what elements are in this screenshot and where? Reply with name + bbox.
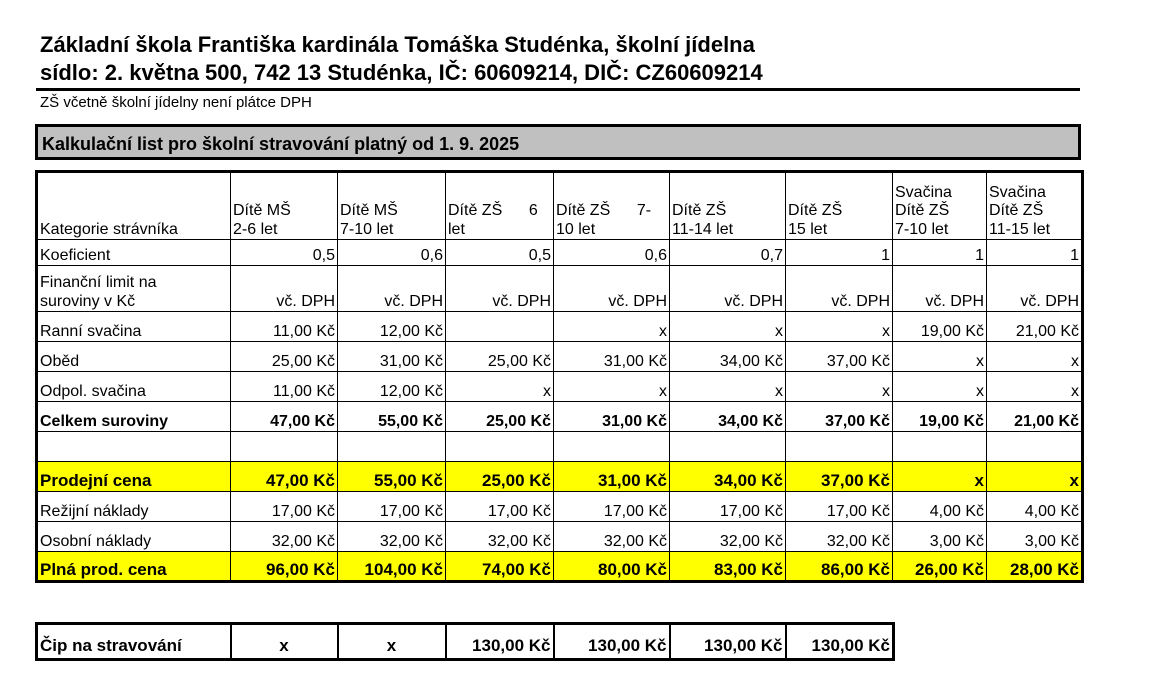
row-label: Koeficient xyxy=(37,240,231,266)
value-cell: 19,00 Kč xyxy=(893,402,987,432)
calculation-title-bar xyxy=(35,124,1081,160)
value-cell: 26,00 Kč xyxy=(893,552,987,582)
column-header: Dítě ZŠ 15 let xyxy=(786,172,893,240)
header-divider xyxy=(36,88,1080,91)
value-cell: 12,00 Kč xyxy=(338,372,446,402)
chip-value: x xyxy=(231,624,338,660)
school-address-heading: sídlo: 2. května 500, 742 13 Studénka, IČ: 60609214, DIČ: CZ60609214 xyxy=(40,60,763,85)
column-header: Dítě MŠ 2-6 let xyxy=(231,172,338,240)
value-cell: x xyxy=(554,372,670,402)
value-cell: 31,00 Kč xyxy=(554,342,670,372)
calculation-title: Kalkulační list pro školní stravování platný od 1. 9. 2025 xyxy=(42,134,520,154)
value-cell: 28,00 Kč xyxy=(987,552,1083,582)
value-cell: 104,00 Kč xyxy=(338,552,446,582)
koeficient-row xyxy=(37,240,1083,266)
chip-value: 130,00 Kč xyxy=(670,624,786,660)
value-cell: 34,00 Kč xyxy=(670,402,786,432)
value-cell: 34,00 Kč xyxy=(670,462,786,492)
value-cell: 31,00 Kč xyxy=(554,462,670,492)
value-cell: 0,6 xyxy=(554,240,670,266)
value-cell: x xyxy=(987,462,1083,492)
value-cell: vč. DPH xyxy=(893,266,987,312)
value-cell: 32,00 Kč xyxy=(338,522,446,552)
value-cell: 25,00 Kč xyxy=(231,342,338,372)
value-cell: 1 xyxy=(786,240,893,266)
value-cell: x xyxy=(893,462,987,492)
obed-row xyxy=(37,342,1083,372)
value-cell: 17,00 Kč xyxy=(554,492,670,522)
value-cell: 4,00 Kč xyxy=(893,492,987,522)
value-cell: vč. DPH xyxy=(786,266,893,312)
value-cell: x xyxy=(987,342,1083,372)
empty-cell xyxy=(987,432,1083,462)
column-header: Dítě MŠ 7-10 let xyxy=(338,172,446,240)
chip-table xyxy=(35,622,895,661)
value-cell: 31,00 Kč xyxy=(554,402,670,432)
value-cell: 0,5 xyxy=(231,240,338,266)
value-cell: 17,00 Kč xyxy=(446,492,554,522)
value-cell: 47,00 Kč xyxy=(231,462,338,492)
value-cell: x xyxy=(893,342,987,372)
value-cell: x xyxy=(893,372,987,402)
value-cell: x xyxy=(786,372,893,402)
empty-cell xyxy=(446,432,554,462)
row-label: Plná prod. cena xyxy=(37,552,231,582)
value-cell: 55,00 Kč xyxy=(338,462,446,492)
value-cell: vč. DPH xyxy=(338,266,446,312)
value-cell: 0,5 xyxy=(446,240,554,266)
empty-cell xyxy=(37,432,231,462)
chip-value: x xyxy=(338,624,446,660)
prodejni-cena-row xyxy=(37,462,1083,492)
row-label: Celkem suroviny xyxy=(37,402,231,432)
value-cell: 80,00 Kč xyxy=(554,552,670,582)
value-cell: 17,00 Kč xyxy=(670,492,786,522)
value-cell: 0,7 xyxy=(670,240,786,266)
value-cell: 37,00 Kč xyxy=(786,462,893,492)
rezijni-naklady-row xyxy=(37,492,1083,522)
chip-row xyxy=(37,624,894,660)
value-cell: 83,00 Kč xyxy=(670,552,786,582)
column-header: Dítě ZŠ 11-14 let xyxy=(670,172,786,240)
value-cell: 47,00 Kč xyxy=(231,402,338,432)
chip-value: 130,00 Kč xyxy=(786,624,894,660)
row-label: Finanční limit na suroviny v Kč xyxy=(37,266,231,312)
celkem-suroviny-row xyxy=(37,402,1083,432)
ranni-svacina-row xyxy=(37,312,1083,342)
row-label: Prodejní cena xyxy=(37,462,231,492)
category-header: Kategorie strávníka xyxy=(37,172,231,240)
value-cell: 25,00 Kč xyxy=(446,342,554,372)
value-cell: vč. DPH xyxy=(231,266,338,312)
chip-value: 130,00 Kč xyxy=(446,624,554,660)
value-cell: 25,00 Kč xyxy=(446,402,554,432)
empty-row xyxy=(37,432,1083,462)
value-cell: 0,6 xyxy=(338,240,446,266)
value-cell: 37,00 Kč xyxy=(786,342,893,372)
value-cell: 25,00 Kč xyxy=(446,462,554,492)
empty-cell xyxy=(554,432,670,462)
osobni-naklady-row xyxy=(37,522,1083,552)
column-header: Dítě ZŠ 7- 10 let xyxy=(554,172,670,240)
value-cell: 1 xyxy=(987,240,1083,266)
value-cell: 55,00 Kč xyxy=(338,402,446,432)
vat-note: ZŠ včetně školní jídelny není plátce DPH xyxy=(40,94,312,111)
value-cell: 11,00 Kč xyxy=(231,312,338,342)
value-cell: 96,00 Kč xyxy=(231,552,338,582)
row-label: Odpol. svačina xyxy=(37,372,231,402)
column-header: Svačina Dítě ZŠ 11-15 let xyxy=(987,172,1083,240)
row-label: Oběd xyxy=(37,342,231,372)
empty-cell xyxy=(670,432,786,462)
value-cell: 17,00 Kč xyxy=(338,492,446,522)
value-cell: 4,00 Kč xyxy=(987,492,1083,522)
category-header-row xyxy=(37,172,1083,240)
value-cell: 21,00 Kč xyxy=(987,402,1083,432)
value-cell: x xyxy=(786,312,893,342)
value-cell: 3,00 Kč xyxy=(987,522,1083,552)
value-cell: 74,00 Kč xyxy=(446,552,554,582)
value-cell: 32,00 Kč xyxy=(446,522,554,552)
row-label: Režijní náklady xyxy=(37,492,231,522)
plna-prod-cena-row xyxy=(37,552,1083,582)
value-cell: 1 xyxy=(893,240,987,266)
value-cell: x xyxy=(446,372,554,402)
value-cell: 12,00 Kč xyxy=(338,312,446,342)
chip-value: 130,00 Kč xyxy=(554,624,670,660)
value-cell: x xyxy=(554,312,670,342)
value-cell: 32,00 Kč xyxy=(670,522,786,552)
chip-label: Čip na stravování xyxy=(37,624,231,660)
value-cell: 17,00 Kč xyxy=(786,492,893,522)
value-cell: 11,00 Kč xyxy=(231,372,338,402)
value-cell xyxy=(446,312,554,342)
value-cell: 3,00 Kč xyxy=(893,522,987,552)
calculation-table xyxy=(35,170,1084,583)
financni-limit-row xyxy=(37,266,1083,312)
empty-cell xyxy=(893,432,987,462)
value-cell: vč. DPH xyxy=(554,266,670,312)
empty-cell xyxy=(231,432,338,462)
school-name-heading: Základní škola Františka kardinála Tomáška Studénka, školní jídelna xyxy=(40,32,755,57)
value-cell: 37,00 Kč xyxy=(786,402,893,432)
value-cell: 32,00 Kč xyxy=(231,522,338,552)
value-cell: x xyxy=(987,372,1083,402)
value-cell: x xyxy=(670,372,786,402)
column-header: Dítě ZŠ 6 let xyxy=(446,172,554,240)
value-cell: 86,00 Kč xyxy=(786,552,893,582)
empty-cell xyxy=(786,432,893,462)
value-cell: 34,00 Kč xyxy=(670,342,786,372)
value-cell: 32,00 Kč xyxy=(786,522,893,552)
value-cell: vč. DPH xyxy=(446,266,554,312)
value-cell: 31,00 Kč xyxy=(338,342,446,372)
value-cell: vč. DPH xyxy=(670,266,786,312)
value-cell: vč. DPH xyxy=(987,266,1083,312)
value-cell: 17,00 Kč xyxy=(231,492,338,522)
value-cell: 21,00 Kč xyxy=(987,312,1083,342)
row-label: Ranní svačina xyxy=(37,312,231,342)
row-label: Osobní náklady xyxy=(37,522,231,552)
odpol-svacina-row xyxy=(37,372,1083,402)
value-cell: 19,00 Kč xyxy=(893,312,987,342)
value-cell: x xyxy=(670,312,786,342)
column-header: Svačina Dítě ZŠ 7-10 let xyxy=(893,172,987,240)
value-cell: 32,00 Kč xyxy=(554,522,670,552)
empty-cell xyxy=(338,432,446,462)
